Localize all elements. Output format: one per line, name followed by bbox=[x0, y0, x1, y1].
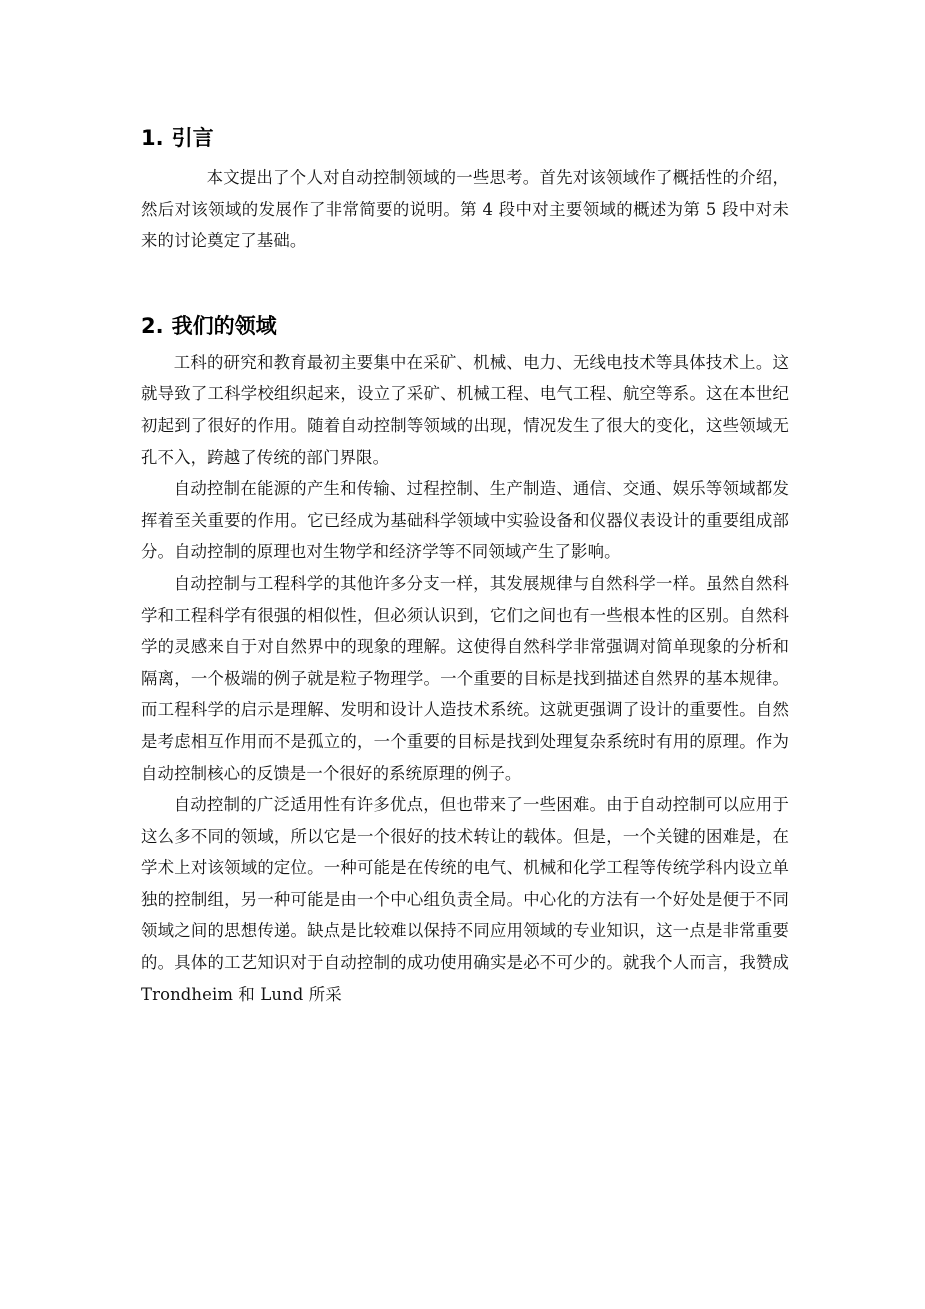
section-number: 1. bbox=[141, 126, 164, 150]
paragraph: 自动控制的广泛适用性有许多优点，但也带来了一些困难。由于自动控制可以应用于这么多不同的领域，所以它是一个很好的技术转让的载体。但是，一个关键的困难是，在学术上对该领域的定位。一种可能是在传统的电气、机械和化学工程等传统学科内设立单独的控制组，另一种可能是由一个中心组负责全局。中心化的方法有一个好处是便于不同领域之间的思想传递。缺点是比较难以保持不同应用领域的专业知识，这一点是非常重要的。具体的工艺知识对于自动控制的成功使用确实是必不可少的。就我个人而言，我赞成 Trondheim 和 Lund 所采 bbox=[141, 795, 789, 1004]
paragraph: 自动控制与工程科学的其他许多分支一样，其发展规律与自然科学一样。虽然自然科学和工程科学有很强的相似性，但必须认识到，它们之间也有一些根本性的区别。自然科学的灵感来自于对自然界中的现象的理解。这使得自然科学非常强调对简单现象的分析和隔离，一个极端的例子就是粒子物理学。一个重要的目标是找到描述自然界的基本规律。而工程科学的启示是理解、发明和设计人造技术系统。这就更强调了设计的重要性。自然是考虑相互作用而不是孤立的，一个重要的目标是找到处理复杂系统时有用的原理。作为自动控制核心的反馈是一个很好的系统原理的例子。 bbox=[141, 573, 789, 783]
section-heading-our-field bbox=[141, 311, 789, 341]
paragraph: 工科的研究和教育最初主要集中在采矿、机械、电力、无线电技术等具体技术上。这就导致了工科学校组织起来，设立了采矿、机械工程、电气工程、航空等系。这在本世纪初起到了很好的作用。随着自动控制等领域的出现，情况发生了很大的变化，这些领域无孔不入，跨越了传统的部门界限。 bbox=[141, 352, 789, 467]
paragraph: 本文提出了个人对自动控制领域的一些思考。首先对该领域作了概括性的介绍，然后对该领域的发展作了非常简要的说明。第 4 段中对主要领域的概述为第 5 段中对未来的讨论奠定了基础。 bbox=[141, 168, 789, 251]
document-body bbox=[141, 118, 789, 1010]
section-number: 2. bbox=[141, 313, 164, 338]
section-title: 引言 bbox=[171, 126, 214, 150]
paragraph: 自动控制在能源的产生和传输、过程控制、生产制造、通信、交通、娱乐等领域都发挥着至关重要的作用。它已经成为基础科学领域中实验设备和仪器仪表设计的重要组成部分。自动控制的原理也对生物学和经济学等不同领域产生了影响。 bbox=[141, 479, 789, 562]
section-title: 我们的领域 bbox=[171, 313, 277, 338]
section-heading-introduction bbox=[141, 123, 789, 153]
